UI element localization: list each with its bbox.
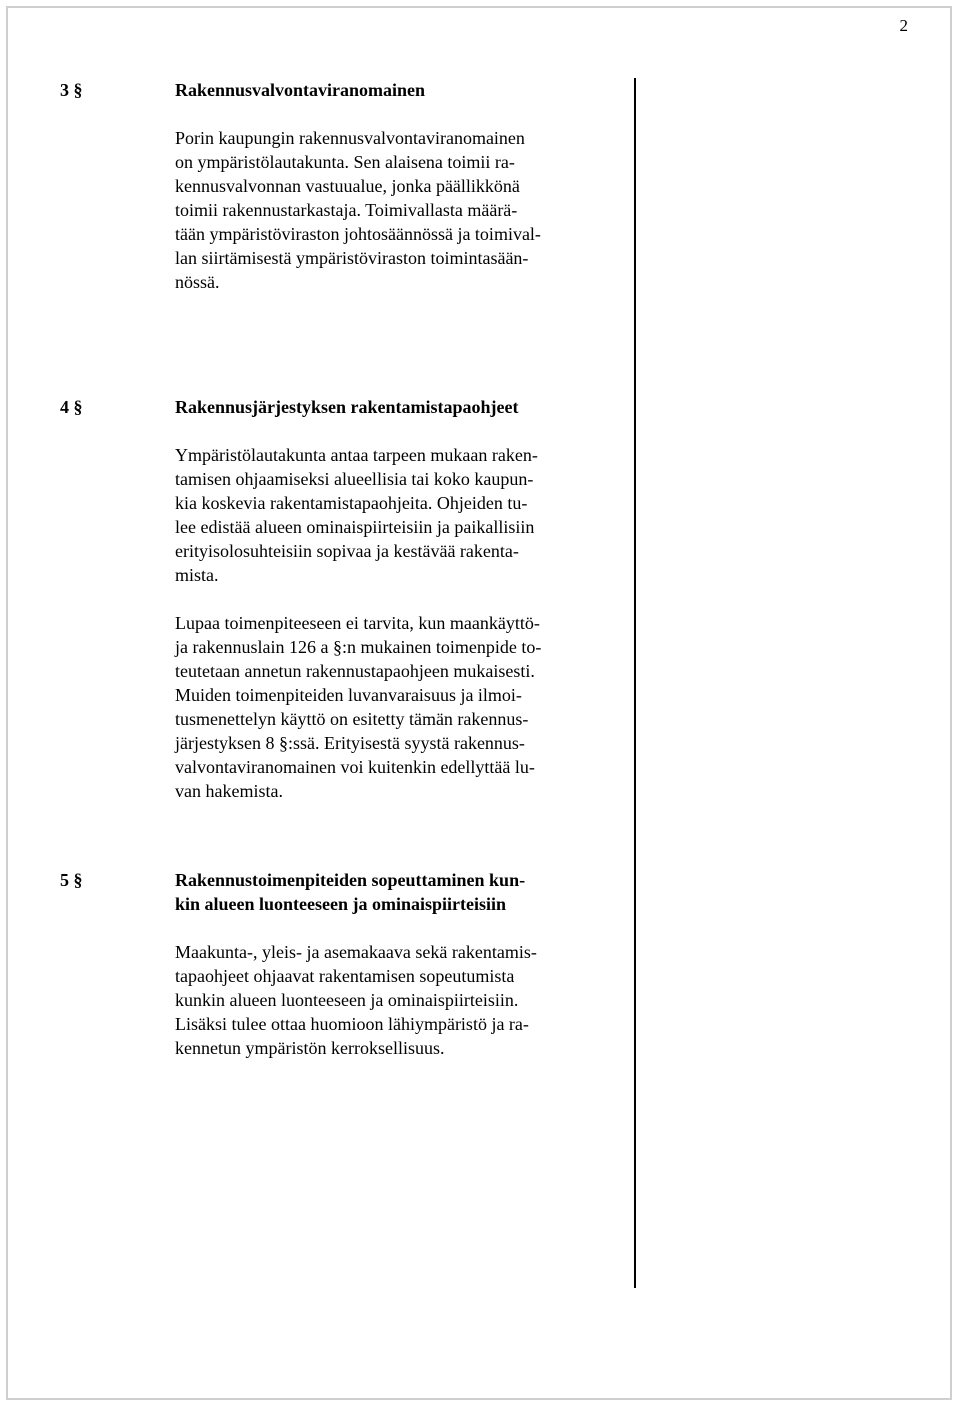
section-paragraph: Ympäristölautakunta antaa tarpeen mukaan raken- tamisen ohjaamiseksi alueellisia tai koko kaupun- kia koskevia rakentamistapaohjeita. Ohjeiden tu- lee edistää alueen ominaispiirteisiin ja paikallisiin erityisolosuhteisiin sopivaa ja kestävää rakenta- mista. [175,445,538,585]
section-paragraph: Porin kaupungin rakennusvalvontaviranomainen on ympäristölautakunta. Sen alaisena toimii ra- kennusvalvonnan vastuualue, jonka päällikkönä toimii rakennustarkastaja. Toimivallasta määrä- tään ympäristöviraston johtosäännössä ja toimival- lan siirtämisestä ympäristöviraston toimintasään- nössä. [175,128,541,292]
section-number: 3 § [60,80,83,100]
section-number: 5 § [60,870,83,890]
section-title: Rakennusvalvontaviranomainen [175,80,426,100]
section-heading [60,868,620,916]
page-number: 2 [899,16,908,35]
section-heading [60,395,620,419]
section-paragraph: Maakunta-, yleis- ja asemakaava sekä rakentamis- tapaohjeet ohjaavat rakentamisen sopeutumista kunkin alueen luonteeseen ja ominaispiirteisiin. Lisäksi tulee ottaa huomioon lähiympäristö ja ra- kennetun ympäristön kerroksellisuus. [175,942,537,1058]
section-3 [60,78,620,294]
section-title: Rakennustoimenpiteiden sopeuttaminen kun- kin alueen luonteeseen ja ominaispiirteisiin [175,870,526,914]
section-title: Rakennusjärjestyksen rakentamistapaohjeet [175,397,519,417]
section-heading [60,78,620,102]
section-4 [60,395,620,803]
section-number: 4 § [60,397,83,417]
margin-divider-line [634,78,636,1288]
section-5 [60,868,620,1060]
section-paragraph: Lupaa toimenpiteeseen ei tarvita, kun maankäyttö- ja rakennuslain 126 a §:n mukainen toimenpide to- teutetaan annetun rakennustapaohjeen mukaisesti. Muiden toimenpiteiden luvanvaraisuus ja ilmoi- tusmenettelyn käyttö on esitetty tämän rakennus- järjestyksen 8 §:ssä. Erityisestä syystä rakennus- valvontaviranomainen voi kuitenkin edellyttää lu- van hakemista. [175,613,542,801]
